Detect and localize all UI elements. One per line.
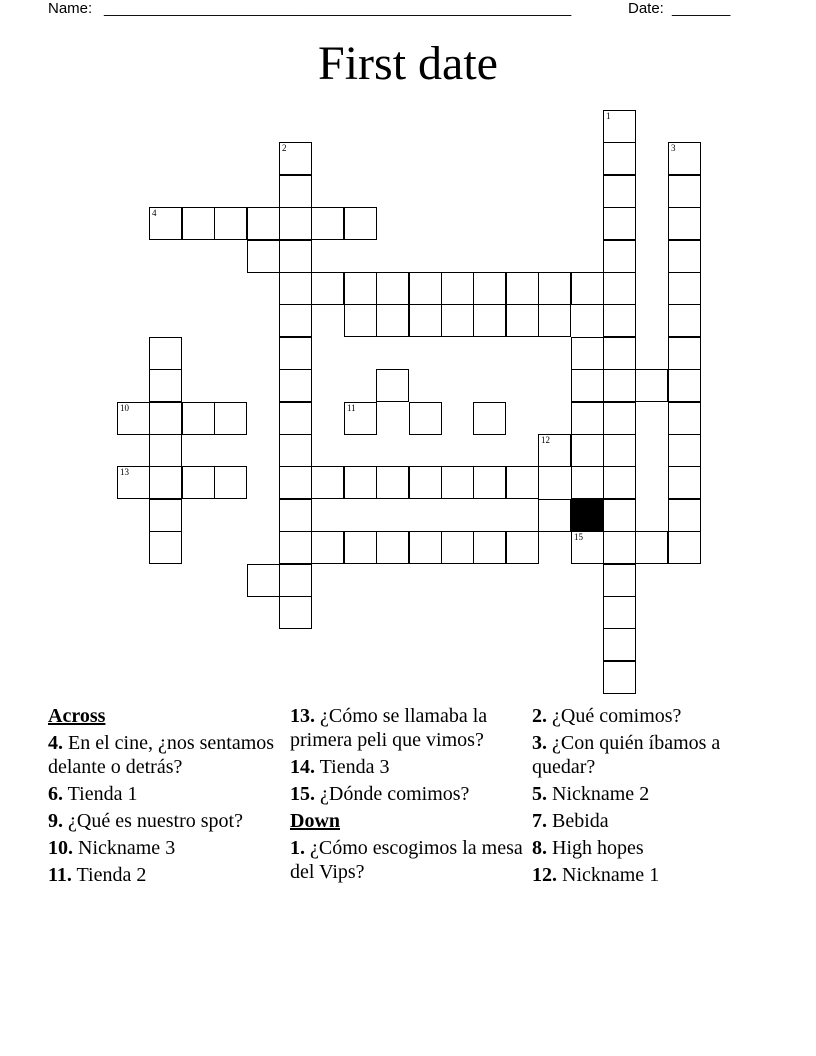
crossword-cell[interactable] — [376, 531, 409, 564]
crossword-cell[interactable] — [149, 337, 182, 370]
crossword-cell[interactable] — [571, 434, 604, 467]
crossword-cell[interactable] — [668, 142, 701, 175]
clue-number-label: 15 — [574, 532, 583, 542]
crossword-cell[interactable] — [344, 272, 377, 305]
crossword-cell[interactable] — [668, 175, 701, 208]
clue-number-label: 3 — [671, 143, 676, 153]
crossword-cell[interactable] — [603, 564, 636, 597]
crossword-cell[interactable] — [279, 142, 312, 175]
crossword-cell[interactable] — [668, 207, 701, 240]
crossword-cell[interactable] — [149, 531, 182, 564]
crossword-cell[interactable] — [182, 466, 215, 499]
clue-number-label: 13 — [120, 467, 129, 477]
crossword-cell[interactable] — [149, 207, 182, 240]
crossword-cell[interactable] — [376, 272, 409, 305]
crossword-cell[interactable] — [571, 337, 604, 370]
crossword-cell[interactable] — [603, 142, 636, 175]
clue-text: High hopes — [552, 837, 644, 859]
crossword-cell[interactable] — [668, 531, 701, 564]
name-label: Name: — [48, 0, 93, 17]
clue-down-8 — [532, 836, 768, 860]
crossword-cell[interactable] — [149, 434, 182, 467]
clue-number-label: 4 — [152, 208, 157, 218]
down-heading: Down — [290, 810, 341, 832]
clue-number: 7. — [532, 810, 547, 832]
clue-across-14 — [290, 755, 526, 779]
crossword-cell[interactable] — [344, 207, 377, 240]
crossword-cell[interactable] — [279, 337, 312, 370]
crossword-cell[interactable] — [506, 304, 539, 337]
crossword-cell[interactable] — [441, 304, 474, 337]
crossword-cell[interactable] — [279, 402, 312, 435]
crossword-cell[interactable] — [279, 531, 312, 564]
crossword-cell[interactable] — [376, 304, 409, 337]
crossword-cell[interactable] — [668, 304, 701, 337]
clue-column-3 — [532, 704, 768, 890]
crossword-cell[interactable] — [441, 272, 474, 305]
crossword-cell[interactable] — [279, 499, 312, 532]
crossword-cell[interactable] — [247, 564, 280, 597]
crossword-cell[interactable] — [409, 466, 442, 499]
crossword-cell[interactable] — [603, 175, 636, 208]
crossword-cell[interactable] — [279, 466, 312, 499]
crossword-cell[interactable] — [571, 369, 604, 402]
crossword-cell[interactable] — [409, 402, 442, 435]
clue-number-label: 12 — [541, 435, 550, 445]
crossword-cell[interactable] — [571, 531, 604, 564]
crossword-cell[interactable] — [182, 207, 215, 240]
crossword-cell[interactable] — [441, 531, 474, 564]
crossword-cell[interactable] — [214, 207, 247, 240]
clue-text: Bebida — [552, 810, 609, 832]
crossword-cell[interactable] — [473, 272, 506, 305]
clue-down-1 — [290, 836, 526, 884]
crossword-cell[interactable] — [603, 304, 636, 337]
crossword-cell[interactable] — [279, 175, 312, 208]
across-heading: Across — [48, 705, 106, 727]
crossword-cell[interactable] — [603, 434, 636, 467]
crossword-cell[interactable] — [506, 466, 539, 499]
crossword-cell[interactable] — [279, 434, 312, 467]
crossword-cell[interactable] — [473, 531, 506, 564]
crossword-cell[interactable] — [279, 564, 312, 597]
crossword-cell[interactable] — [668, 499, 701, 532]
crossword-cell[interactable] — [538, 499, 571, 532]
crossword-cell[interactable] — [635, 369, 668, 402]
crossword-cell[interactable] — [409, 531, 442, 564]
crossword-cell[interactable] — [376, 369, 409, 402]
clue-across-9 — [48, 809, 284, 833]
clue-number: 14. — [290, 756, 315, 778]
clue-text: Nickname 2 — [552, 783, 650, 805]
clue-number: 8. — [532, 837, 547, 859]
clue-text: Tienda 2 — [76, 864, 147, 886]
clue-across-4 — [48, 731, 284, 779]
clue-text: ¿Dónde comimos? — [320, 783, 470, 805]
crossword-cell[interactable] — [603, 110, 636, 143]
crossword-cell[interactable] — [603, 499, 636, 532]
clue-number: 9. — [48, 810, 63, 832]
crossword-cell[interactable] — [603, 596, 636, 629]
crossword-cell[interactable] — [603, 531, 636, 564]
clue-text: En el cine, ¿nos sentamos delante o detrás? — [48, 732, 275, 778]
clue-text: ¿Con quién íbamos a quedar? — [532, 732, 721, 778]
crossword-cell[interactable] — [538, 304, 571, 337]
clue-text: ¿Cómo se llamaba la primera peli que vimos? — [290, 705, 488, 751]
clue-text: Tienda 1 — [67, 783, 138, 805]
crossword-cell[interactable] — [214, 466, 247, 499]
crossword-cell[interactable] — [279, 207, 312, 240]
clue-number: 2. — [532, 705, 547, 727]
clue-column-1 — [48, 704, 284, 890]
clue-across-11 — [48, 863, 284, 887]
crossword-cell[interactable] — [603, 628, 636, 661]
clue-number: 4. — [48, 732, 63, 754]
clue-column-2 — [290, 704, 526, 887]
crossword-cell[interactable] — [538, 434, 571, 467]
crossword-cell[interactable] — [668, 466, 701, 499]
clue-across-6 — [48, 782, 284, 806]
page-title: First date — [318, 37, 498, 90]
crossword-cell[interactable] — [668, 434, 701, 467]
crossword-cell[interactable] — [571, 466, 604, 499]
crossword-cell[interactable] — [571, 402, 604, 435]
clue-down-7 — [532, 809, 768, 833]
crossword-cell[interactable] — [279, 272, 312, 305]
crossword-cell[interactable] — [668, 337, 701, 370]
crossword-cell[interactable] — [441, 466, 474, 499]
clue-text: Tienda 3 — [319, 756, 390, 778]
clue-down-3 — [532, 731, 768, 779]
crossword-cell[interactable] — [668, 402, 701, 435]
crossword-cell[interactable] — [311, 272, 344, 305]
clue-text: ¿Cómo escogimos la mesa del Vips? — [290, 837, 523, 883]
crossword-cell[interactable] — [603, 402, 636, 435]
clue-number: 13. — [290, 705, 315, 727]
clue-across-15 — [290, 782, 526, 806]
clue-text: Nickname 1 — [562, 864, 660, 886]
clue-down-12 — [532, 863, 768, 887]
crossword-cell[interactable] — [149, 402, 182, 435]
crossword-cell[interactable] — [603, 369, 636, 402]
clue-number-label: 1 — [606, 111, 611, 121]
crossword-cell[interactable] — [279, 369, 312, 402]
crossword-cell[interactable] — [473, 466, 506, 499]
clue-number: 3. — [532, 732, 547, 754]
crossword-cell[interactable] — [603, 466, 636, 499]
crossword-cell[interactable] — [117, 402, 150, 435]
crossword-cell[interactable] — [149, 499, 182, 532]
crossword-cell[interactable] — [668, 240, 701, 273]
crossword-cell[interactable] — [603, 272, 636, 305]
clue-down-5 — [532, 782, 768, 806]
crossword-cell[interactable] — [344, 402, 377, 435]
date-line: _______ — [672, 0, 731, 17]
crossword-cell[interactable] — [668, 272, 701, 305]
clue-number-label: 2 — [282, 143, 287, 153]
crossword-cell[interactable] — [344, 466, 377, 499]
crossword-cell[interactable] — [603, 207, 636, 240]
clue-number: 12. — [532, 864, 557, 886]
clue-number: 10. — [48, 837, 73, 859]
clue-number: 6. — [48, 783, 63, 805]
crossword-cell[interactable] — [149, 466, 182, 499]
crossword-cell[interactable] — [571, 272, 604, 305]
crossword-cell[interactable] — [311, 531, 344, 564]
clue-number: 5. — [532, 783, 547, 805]
crossword-cell[interactable] — [149, 369, 182, 402]
crossword-cell[interactable] — [311, 207, 344, 240]
crossword-cell[interactable] — [279, 596, 312, 629]
crossword-cell[interactable] — [409, 272, 442, 305]
clue-number-label: 10 — [120, 403, 129, 413]
crossword-cell[interactable] — [279, 240, 312, 273]
clue-text: Nickname 3 — [78, 837, 176, 859]
crossword-cell[interactable] — [668, 369, 701, 402]
crossword-cell[interactable] — [635, 531, 668, 564]
crossword-cell[interactable] — [473, 402, 506, 435]
crossword-cell[interactable] — [344, 304, 377, 337]
crossword-cell[interactable] — [376, 466, 409, 499]
crossword-cell[interactable] — [603, 661, 636, 694]
crossword-cell[interactable] — [117, 466, 150, 499]
crossword-cell[interactable] — [214, 402, 247, 435]
crossword-cell[interactable] — [409, 304, 442, 337]
crossword-cell[interactable] — [344, 531, 377, 564]
date-label: Date: — [628, 0, 664, 17]
crossword-cell[interactable] — [311, 466, 344, 499]
crossword-cell[interactable] — [247, 207, 280, 240]
clue-down-2 — [532, 704, 768, 728]
crossword-cell[interactable] — [603, 337, 636, 370]
crossword-cell[interactable] — [603, 240, 636, 273]
clue-text: ¿Qué comimos? — [552, 705, 682, 727]
black-square — [571, 499, 604, 532]
clue-number: 1. — [290, 837, 305, 859]
crossword-cell[interactable] — [538, 272, 571, 305]
clue-across-13 — [290, 704, 526, 752]
crossword-cell[interactable] — [247, 240, 280, 273]
clue-text: ¿Qué es nuestro spot? — [68, 810, 243, 832]
clue-number: 11. — [48, 864, 72, 886]
crossword-cell[interactable] — [279, 304, 312, 337]
crossword-cell[interactable] — [506, 272, 539, 305]
clue-number: 15. — [290, 783, 315, 805]
crossword-cell[interactable] — [506, 531, 539, 564]
name-line: ________________________________________________________ — [104, 0, 572, 17]
crossword-cell[interactable] — [182, 402, 215, 435]
clue-number-label: 11 — [347, 403, 356, 413]
clue-across-10 — [48, 836, 284, 860]
crossword-cell[interactable] — [473, 304, 506, 337]
